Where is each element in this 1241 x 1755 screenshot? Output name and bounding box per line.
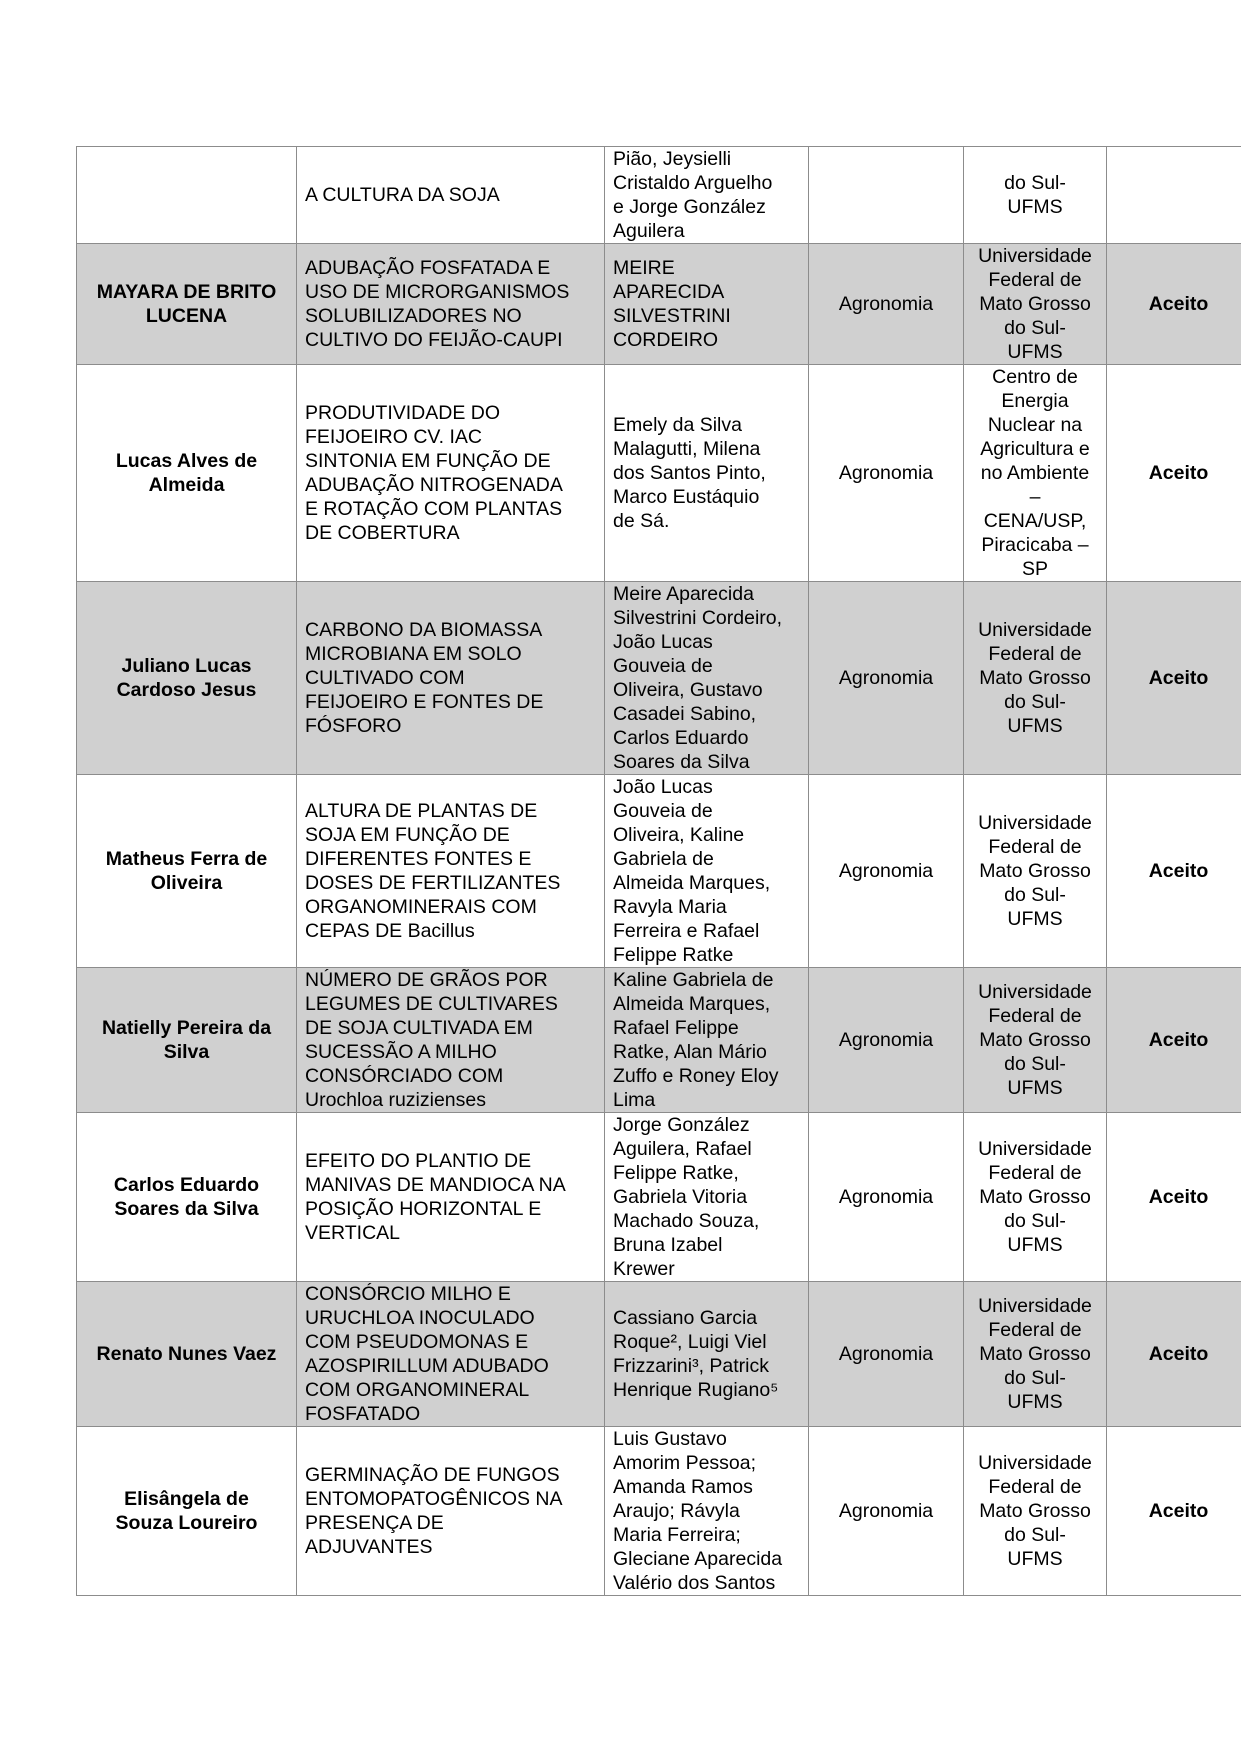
table-row <box>77 244 1241 365</box>
area-cell: Agronomia <box>809 244 964 365</box>
table-row <box>77 1113 1241 1282</box>
institution-cell: Universidade Federal de Mato Grosso do Sul- UFMS <box>964 1113 1107 1282</box>
title-cell: ALTURA DE PLANTAS DE SOJA EM FUNÇÃO DE DIFERENTES FONTES E DOSES DE FERTILIZANTES ORGANOMINERAIS COM CEPAS DE Bacillus <box>297 775 605 968</box>
coauthors-cell: João Lucas Gouveia de Oliveira, Kaline Gabriela de Almeida Marques, Ravyla Maria Ferreira e Rafael Felippe Ratke <box>605 775 809 968</box>
area-cell: Agronomia <box>809 1282 964 1427</box>
title-cell: A CULTURA DA SOJA <box>297 147 605 244</box>
institution-cell: Universidade Federal de Mato Grosso do Sul- UFMS <box>964 775 1107 968</box>
table-row <box>77 582 1241 775</box>
title-cell: NÚMERO DE GRÃOS POR LEGUMES DE CULTIVARES DE SOJA CULTIVADA EM SUCESSÃO A MILHO CONSÓRCIADO COM Urochloa ruzizienses <box>297 968 605 1113</box>
status-cell: Aceito <box>1107 1282 1241 1427</box>
table-row <box>77 1282 1241 1427</box>
coauthors-cell: Meire Aparecida Silvestrini Cordeiro, João Lucas Gouveia de Oliveira, Gustavo Casadei Sabino, Carlos Eduardo Soares da Silva <box>605 582 809 775</box>
table-row <box>77 1427 1241 1596</box>
coauthors-cell: Cassiano Garcia Roque², Luigi Viel Frizzarini³, Patrick Henrique Rugiano⁵ <box>605 1282 809 1427</box>
institution-cell: Universidade Federal de Mato Grosso do Sul- UFMS <box>964 968 1107 1113</box>
presenter-name-cell: Elisângela de Souza Loureiro <box>77 1427 297 1596</box>
institution-cell: Centro de Energia Nuclear na Agricultura e no Ambiente – CENA/USP, Piracicaba – SP <box>964 365 1107 582</box>
area-cell: Agronomia <box>809 365 964 582</box>
status-cell: Aceito <box>1107 1113 1241 1282</box>
status-cell: Aceito <box>1107 968 1241 1113</box>
presenter-name-cell: Juliano Lucas Cardoso Jesus <box>77 582 297 775</box>
area-cell: Agronomia <box>809 1427 964 1596</box>
title-cell: CONSÓRCIO MILHO E URUCHLOA INOCULADO COM PSEUDOMONAS E AZOSPIRILLUM ADUBADO COM ORGANOMINERAL FOSFATADO <box>297 1282 605 1427</box>
submissions-table <box>76 146 1241 1596</box>
presenter-name-cell <box>77 147 297 244</box>
coauthors-cell: Pião, Jeysielli Cristaldo Arguelho e Jorge González Aguilera <box>605 147 809 244</box>
title-cell: GERMINAÇÃO DE FUNGOS ENTOMOPATOGÊNICOS NA PRESENÇA DE ADJUVANTES <box>297 1427 605 1596</box>
coauthors-cell: Luis Gustavo Amorim Pessoa; Amanda Ramos Araujo; Rávyla Maria Ferreira; Gleciane Aparecida Valério dos Santos <box>605 1427 809 1596</box>
table-row <box>77 147 1241 244</box>
status-cell: Aceito <box>1107 365 1241 582</box>
coauthors-cell: Emely da Silva Malagutti, Milena dos Santos Pinto, Marco Eustáquio de Sá. <box>605 365 809 582</box>
table-row <box>77 968 1241 1113</box>
institution-cell: do Sul- UFMS <box>964 147 1107 244</box>
status-cell: Aceito <box>1107 775 1241 968</box>
presenter-name-cell: Carlos Eduardo Soares da Silva <box>77 1113 297 1282</box>
title-cell: CARBONO DA BIOMASSA MICROBIANA EM SOLO CULTIVADO COM FEIJOEIRO E FONTES DE FÓSFORO <box>297 582 605 775</box>
presenter-name-cell: Natielly Pereira da Silva <box>77 968 297 1113</box>
institution-cell: Universidade Federal de Mato Grosso do Sul- UFMS <box>964 244 1107 365</box>
area-cell: Agronomia <box>809 968 964 1113</box>
presenter-name-cell: MAYARA DE BRITO LUCENA <box>77 244 297 365</box>
institution-cell: Universidade Federal de Mato Grosso do Sul- UFMS <box>964 582 1107 775</box>
presenter-name-cell: Renato Nunes Vaez <box>77 1282 297 1427</box>
status-cell: Aceito <box>1107 1427 1241 1596</box>
area-cell <box>809 147 964 244</box>
title-cell: EFEITO DO PLANTIO DE MANIVAS DE MANDIOCA NA POSIÇÃO HORIZONTAL E VERTICAL <box>297 1113 605 1282</box>
status-cell <box>1107 147 1241 244</box>
table-row <box>77 775 1241 968</box>
institution-cell: Universidade Federal de Mato Grosso do Sul- UFMS <box>964 1427 1107 1596</box>
coauthors-cell: MEIRE APARECIDA SILVESTRINI CORDEIRO <box>605 244 809 365</box>
status-cell: Aceito <box>1107 244 1241 365</box>
presenter-name-cell: Lucas Alves de Almeida <box>77 365 297 582</box>
status-cell: Aceito <box>1107 582 1241 775</box>
area-cell: Agronomia <box>809 1113 964 1282</box>
coauthors-cell: Kaline Gabriela de Almeida Marques, Rafael Felippe Ratke, Alan Mário Zuffo e Roney Eloy Lima <box>605 968 809 1113</box>
presenter-name-cell: Matheus Ferra de Oliveira <box>77 775 297 968</box>
institution-cell: Universidade Federal de Mato Grosso do Sul- UFMS <box>964 1282 1107 1427</box>
title-cell: ADUBAÇÃO FOSFATADA E USO DE MICRORGANISMOS SOLUBILIZADORES NO CULTIVO DO FEIJÃO-CAUPI <box>297 244 605 365</box>
title-cell: PRODUTIVIDADE DO FEIJOEIRO CV. IAC SINTONIA EM FUNÇÃO DE ADUBAÇÃO NITROGENADA E ROTAÇÃO COM PLANTAS DE COBERTURA <box>297 365 605 582</box>
coauthors-cell: Jorge González Aguilera, Rafael Felippe Ratke, Gabriela Vitoria Machado Souza, Bruna Izabel Krewer <box>605 1113 809 1282</box>
area-cell: Agronomia <box>809 775 964 968</box>
table-row <box>77 365 1241 582</box>
area-cell: Agronomia <box>809 582 964 775</box>
